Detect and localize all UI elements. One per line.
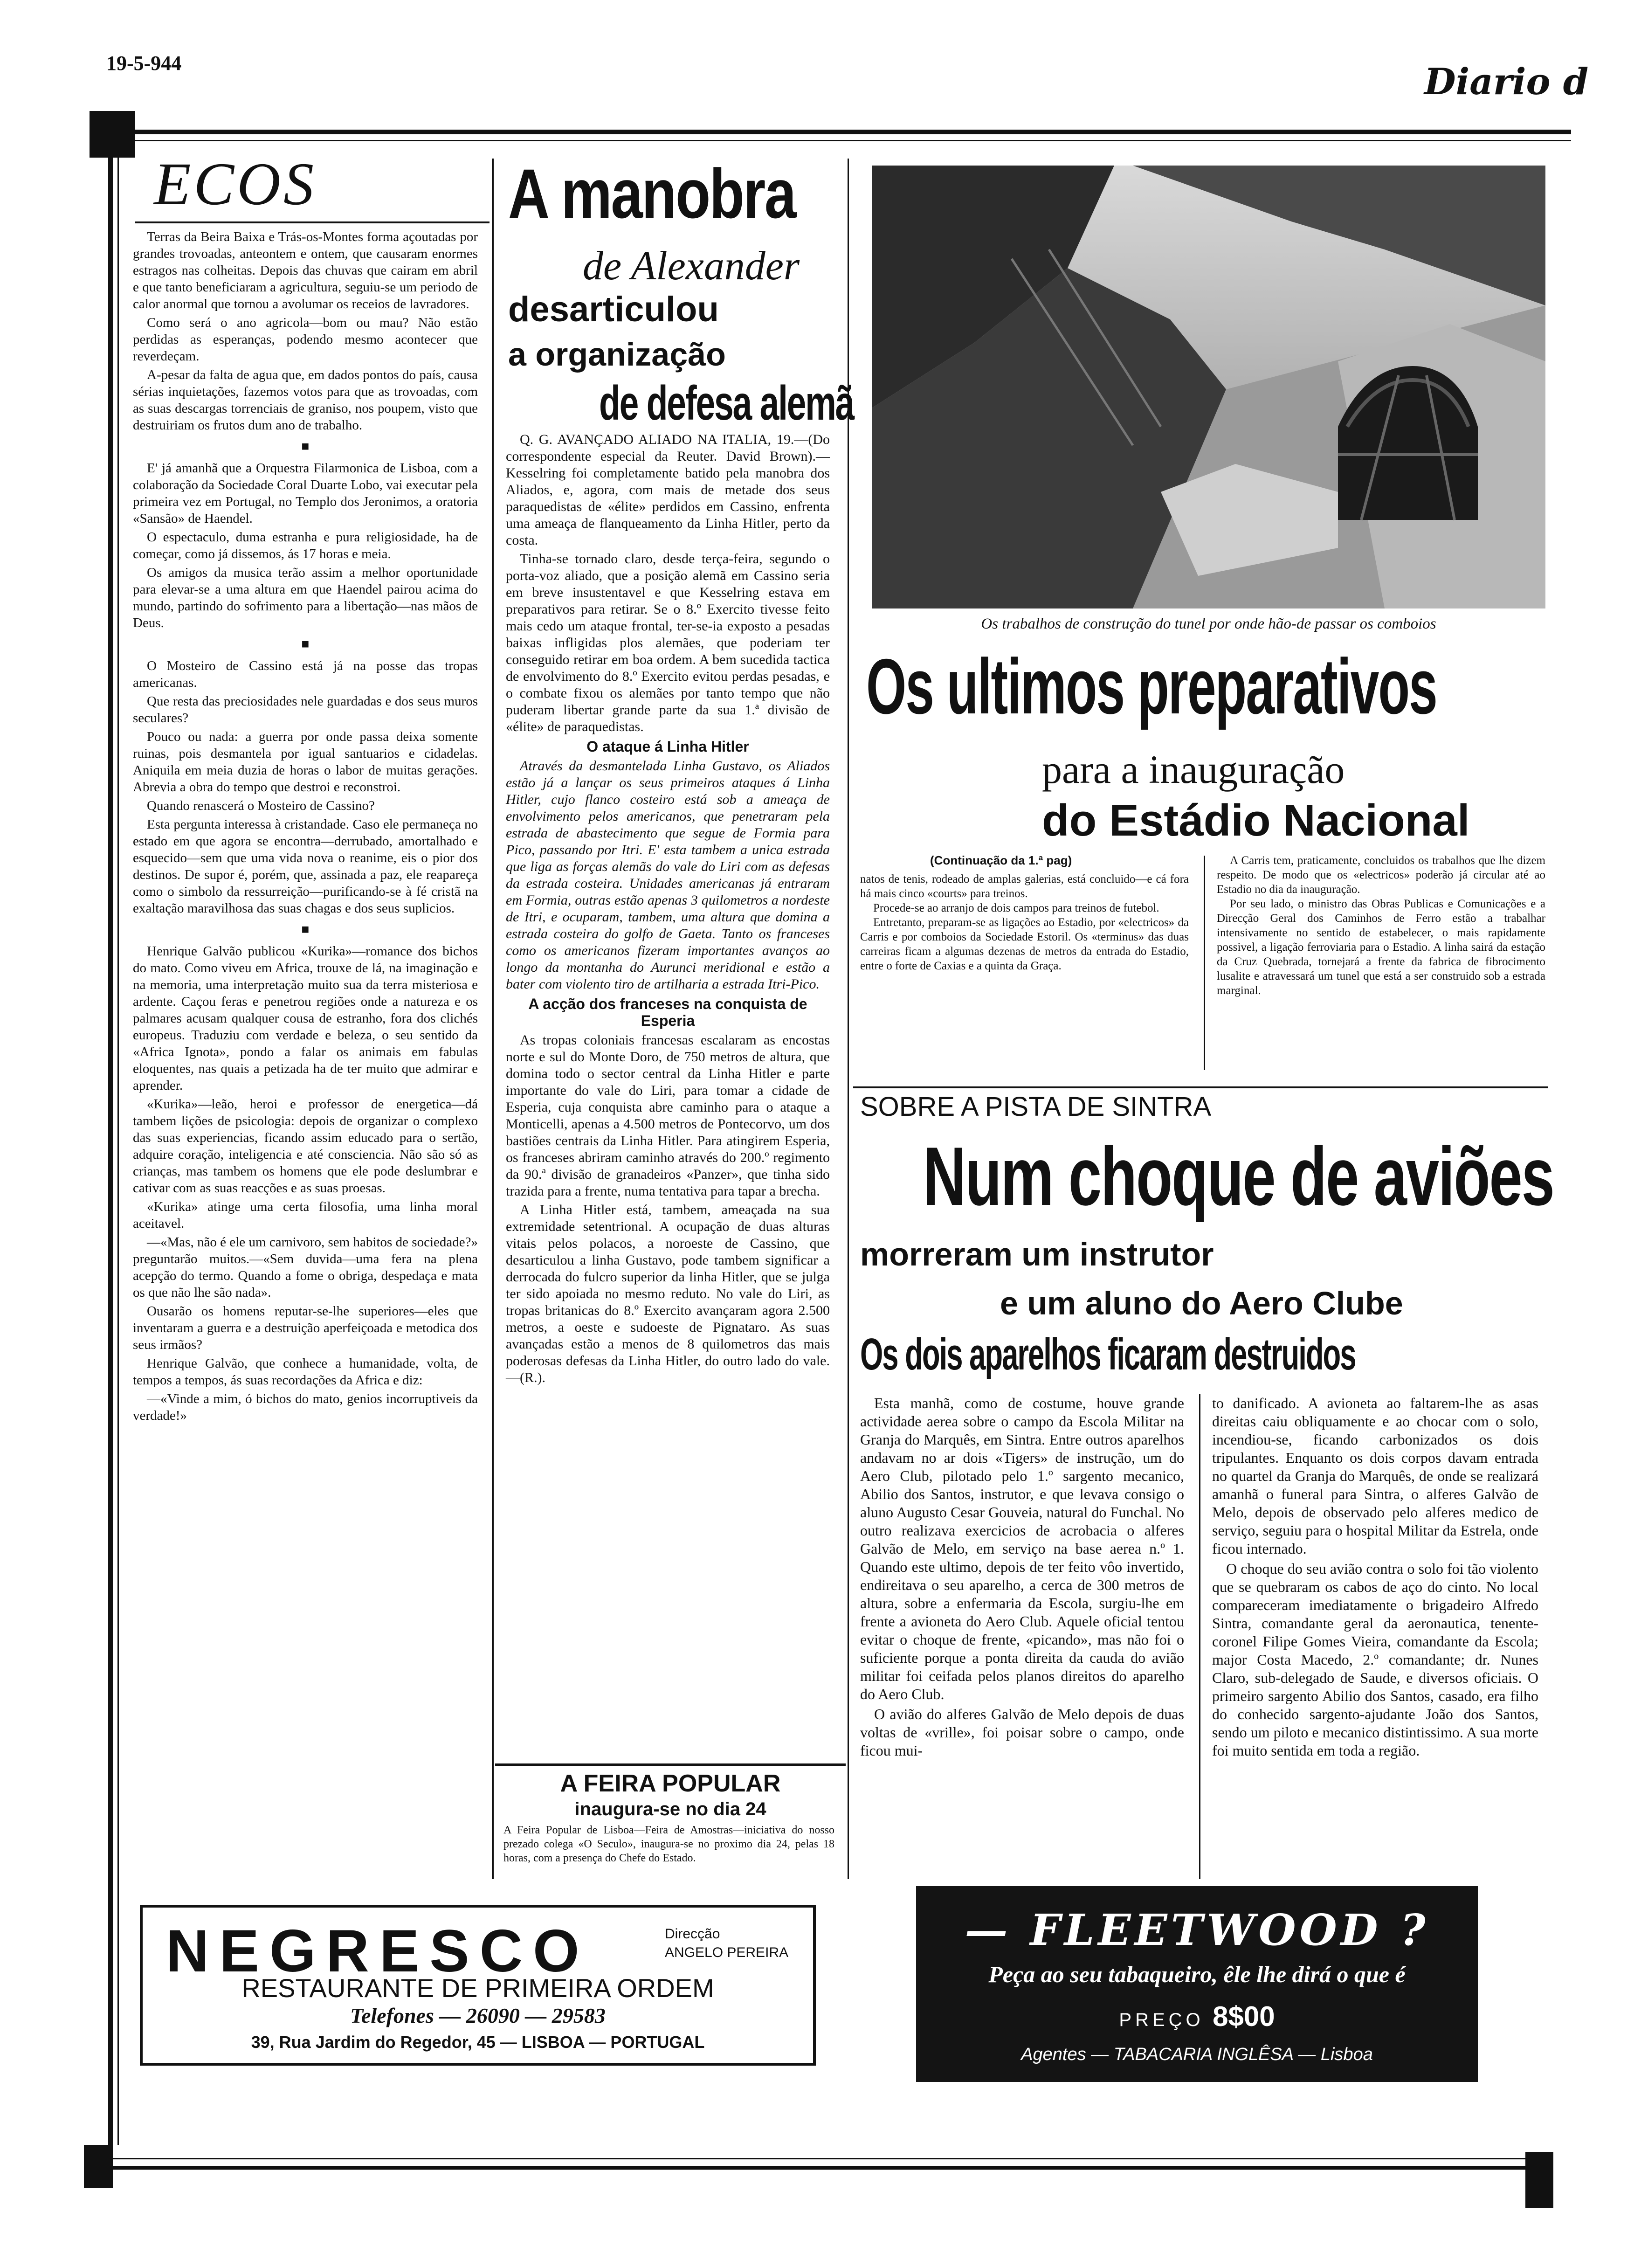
- ecos-paragraph: O espectaculo, duma estranha e pura religiosidade, ha de começar, como já dissemos, ás 17 horas e meia.: [133, 530, 478, 561]
- estadio-left-col: [860, 872, 1189, 973]
- top-rule: [135, 130, 1571, 134]
- estadio-paragraph: natos de tenis, rodeado de amplas galerias, está concluido—e cá fora há mais cinco «courts» para treinos.: [860, 873, 1189, 900]
- negresco-address: 39, Rua Jardim do Regedor, 45 — LISBOA — PORTUGAL: [251, 2033, 705, 2052]
- tunnel-photo: [872, 166, 1545, 608]
- manobra-italic-paragraph: Através da desmantelada Linha Gustavo, os Aliados estão já a lançar os seus primeiros ataques á Linha Hitler, cujo flanco costeiro está sob a ameaça de envolvimento pelos americanos, que penetraram pela estrada de abastecimento que segue de Formia para Pico, passando por Itri. E' esta tambem a unica estrada que liga as forças alemãs do vale do Liri com as defesas da estrada costeira. Unidades americanas já entraram em Formia, outras estão apenas 3 quilometros a nordeste de Itri, e ocuparam, tambem, uma altura que domina a estrada costeira do golfo de Gaeta. Tanto os franceses como os americanos fizeram importantes avanços ao longo da montanha do Aurunci meridional e estão a bater com violento tiro de artilharia a estrada Itri-Pico.: [506, 758, 830, 992]
- manobra-headline-2: de Alexander: [583, 243, 800, 289]
- fleetwood-price-label: PREÇO: [1119, 2010, 1204, 2030]
- avioes-kicker: SOBRE A PISTA DE SINTRA: [860, 1092, 1212, 1122]
- estadio-headline-1: Os ultimos preparativos: [866, 643, 1437, 730]
- estadio-paragraph: Procede-se ao arranjo de dois campos para treinos de futebol.: [873, 902, 1159, 914]
- ecos-paragraph: Que resta das preciosidades nele guardadas e dos seus muros seculares?: [133, 694, 478, 726]
- ecos-paragraph: —«Mas, não é ele um carnivoro, sem habitos de sociedade?» preguntarão muitos.—«Sem duvida—uma fera na plena acepção do termo. Quando a fome o obriga, despedaça e mata os que não lhe são nada».: [133, 1235, 478, 1300]
- ecos-paragraph: E' já amanhã que a Orquestra Filarmonica de Lisboa, com a colaboração da Sociedade Coral Duarte Lobo, vai executar pela primeira vez em Portugal, no Templo dos Jeronimos, a oratoria «Sansão» de Haendel.: [133, 461, 478, 526]
- ecos-paragraph: Pouco ou nada: a guerra por onde passa deixa somente ruinas, pois desmantela por igual santuarios e cidadelas. Aniquila em meia duzia de horas o labor de muitas gerações. Abrevia a obra do tempo que destroi e reconstroi.: [133, 729, 478, 795]
- estadio-headline-3: do Estádio Nacional: [1042, 795, 1470, 845]
- estadio-paragraph: A Carris tem, praticamente, concluidos os trabalhos que lhe dizem respeito. De modo que os «electricos» poderão já circular até ao Estadio no dia da inauguração.: [1217, 854, 1545, 896]
- avioes-headline-3: e um aluno do Aero Clube: [1000, 1285, 1403, 1321]
- corner-block-top: [90, 111, 135, 158]
- feira-text: A Feira Popular de Lisboa—Feira de Amostras—iniciativa do nosso prezado colega «O Seculo», inaugura-se no proximo dia 24, pelas 18 horas, com a presença do Chefe do Estado.: [503, 1824, 834, 1864]
- ecos-title-rule: [135, 221, 490, 223]
- tunnel-photo-image: [872, 166, 1545, 608]
- avioes-col-rule: [1199, 1394, 1200, 1879]
- ecos-paragraph: Terras da Beira Baixa e Trás-os-Montes forma açoutadas por grandes trovoadas, anteontem e ontem, que causaram enormes estragos nas colheitas. Depois das chuvas que cairam em abril e que tanto beneficiaram a agricultura, seguiu-se um periodo de calor anormal que tornou a avolumar os receios de lavradores.: [133, 229, 478, 311]
- manobra-body: [506, 431, 830, 1388]
- left-rule: [108, 158, 113, 2145]
- avioes-headline-4: Os dois aparelhos ficaram destruidos: [860, 1329, 1356, 1379]
- feira-title: A FEIRA POPULAR: [560, 1770, 781, 1797]
- estadio-headline-2: para a inauguração: [1042, 747, 1345, 792]
- fleetwood-price: [916, 2000, 1478, 2033]
- ecos-paragraph: Esta pergunta interessa à cristandade. Caso ele permaneça no estado em que agora se encontra—derrubado, amortalhado e esquecido—sem que uma vida nova o reanime, eis o pior dos destinos. De supor é, porém, que, assinada a paz, ele reapareça como o simbolo da ressurreição—purificando-se à fé cristã na exaltação maravilhosa das suas chagas e dos seus suplicios.: [133, 817, 478, 916]
- avioes-rule: [853, 1086, 1548, 1088]
- photo-caption: Os trabalhos de construção do tunel por onde hão-de passar os comboios: [981, 615, 1436, 632]
- left-rule-thin: [117, 158, 119, 2145]
- estadio-paragraph: Entretanto, preparam-se as ligações ao Estadio, por «electricos» da Carris e por comboios da Sociedade Estoril. Os «terminus» das duas carreiras ficam a algumas dezenas de metros da entrada do Estadio, entre o forte de Caxias e a quinta da Graça.: [860, 916, 1189, 972]
- avioes-left-col: [860, 1394, 1184, 1762]
- masthead: Diario d: [1424, 61, 1589, 103]
- avioes-headline-2: morreram um instrutor: [860, 1236, 1214, 1272]
- manobra-headline-3: desarticulou: [508, 290, 719, 329]
- top-rule-thin: [135, 140, 1571, 141]
- manobra-intro: Q. G. AVANÇADO ALIADO NA ITALIA, 19.—(Do correspondente especial da Reuter. David Brown).—Kesselring foi completamente batido pela manobra dos Aliados, e, agora, com mais de metade dos seus paraquedistas de «élite» perdidos em Cassino, enfrenta uma ameaça de flanqueamento da Linha Hitler, perto da costa.: [506, 432, 830, 548]
- bottom-rule-thin: [113, 2158, 1525, 2159]
- ecos-title: ECOS: [154, 151, 317, 218]
- fleetwood-price-value: 8$00: [1213, 2001, 1275, 2032]
- manobra-paragraph: A Linha Hitler está, tambem, ameaçada na sua extremidade setentrional. A ocupação de duas alturas vitais pelos polacos, a noroeste de Cassino, que desarticulou a linha Gustavo, pode tambem significar a derrocada do fulcro superior da linha Hitler, que se julga ter sido apoiada no mesmo reduto. No vale do Liri, as tropas britanicas do 8.º Exercito avançaram agora 2.500 metros, a oeste e sudoeste de Pignataro. As suas avançadas estão a menos de 8 quilometros das mais poderosas defesas da Linha Hitler, do outro lado do vale.—(R.).: [506, 1202, 830, 1385]
- avioes-paragraph: O choque do seu avião contra o solo foi tão violento que se quebraram os cabos de aço do cinto. No local compareceram imediatamente o brigadeiro Alfredo Sintra, comandante geral da aeronautica, tenente-coronel Filipe Gomes Vieira, comandante da Escola; major Costa Macedo, 2.º comandante; dr. Nunes Claro, sub-delegado de Saude, e diversos oficiais. O primeiro sargento Abilio dos Santos, casado, era filho do conhecido sargento-ajudante João dos Santos, sendo um piloto e mecanico distintissimo. A sua morte foi muito sentida em toda a região.: [1212, 1560, 1538, 1759]
- manobra-subhead: O ataque á Linha Hitler: [586, 738, 749, 755]
- negresco-tagline: RESTAURANTE DE PRIMEIRA ORDEM: [241, 1973, 714, 2003]
- avioes-paragraph: Esta manhã, como de costume, houve grande actividade aerea sobre o campo da Escola Militar na Granja do Marquês, em Sintra. Entre outros aparelhos andavam no ar dois «Tigers» de instrução, um do Aero Club, pilotado pelo 1.º sargento mecanico, Abilio dos Santos, instrutor, e que levava consigo o aluno Augusto Cesar Gouveia, natural do Funchal. No outro realizava exercicios de acrobacia o alferes Galvão de Melo, em serviço na base aerea n.º 1. Quando este ultimo, depois de ter feito vôo invertido, endireitava o seu aparelho, a cerca de 300 metros de altura, sobre a enfermaria da Escola, surgiu-lhe em frente a avioneta do Aero Club. Aquele oficial tentou evitar o choque de frente, «picando», mas não foi o suficiente porque a ponta direita da cauda do avião militar foi ceifada pelos planos direitos do aparelho do Aero Club.: [860, 1395, 1184, 1702]
- separator-icon: ■: [301, 922, 310, 937]
- negresco-direccao-name: ANGELO PEREIRA: [665, 1945, 789, 1960]
- negresco-name: NEGRESCO: [166, 1918, 590, 1984]
- manobra-paragraph: Tinha-se tornado claro, desde terça-feira, segundo o porta-voz aliado, que a posição alemã em Cassino seria em breve insustentavel e que Kesselring estava em preparativos para retirar. Se o 8.º Exercito tivesse feito mais cedo um ataque frontal, ter-se-ia exposto a pesadas baixas infligidas plos alemães, que poderiam ter conseguido retirar em boa ordem. A bem sucedida tactica de envolvimento do 8.º Exercito evitou perdas pesadas, e o combate fixou os alemães por tanto tempo que não puderam libertar grande parte da sua 1.ª divisão de «élite» de paraquedistas.: [506, 551, 830, 734]
- ecos-paragraph: «Kurika»—leão, heroi e professor de energetica—dá tambem lições de psicologia: depois de organizar o complexo das suas experiencias, ficando assim educado para o sertão, adquire coração, inteligencia e até consciencia. Não são só as crianças, mas tambem os homens que ele pode deslumbrar e cativar com as suas reacções e as suas proesas.: [133, 1097, 478, 1196]
- ecos-paragraph: Henrique Galvão, que conhece a humanidade, volta, de tempos a tempos, ás suas recordações da Africa e diz:: [133, 1356, 478, 1388]
- ecos-paragraph: Os amigos da musica terão assim a melhor oportunidade para elevar-se a uma altura em que Haendel pairou acima do mundo, partindo do sofrimento para a libertação—nas mãos de Deus.: [133, 565, 478, 630]
- page-date: 19-5-944: [106, 52, 182, 75]
- fleetwood-tagline: Peça ao seu tabaqueiro, êle lhe dirá o que é: [988, 1961, 1406, 1987]
- avioes-paragraph: O avião do alferes Galvão de Melo depois de duas voltas de «vrille», foi poisar sobre o campo, onde ficou mui-: [860, 1706, 1184, 1759]
- ecos-body: [133, 228, 478, 1426]
- fleetwood-agents: Agentes — TABACARIA INGLÊSA — Lisboa: [1021, 2045, 1373, 2064]
- manobra-headline-4: a organização: [508, 336, 726, 373]
- fleetwood-brand: — FLEETWOOD ?: [965, 1905, 1429, 1955]
- ecos-paragraph: Henrique Galvão publicou «Kurika»—romance dos bichos do mato. Como viveu em Africa, trouxe de lá, na imaginação e na memoria, uma interpretação muito sua da terra misteriosa e ardente. Caçou feras e penetrou regiões onde a natureza e os palmares acusam qualquer cousa de estranho, fora dos clichés europeus. Traduziu com verdade e beleza, o seu sentido da «Africa Ignota», pondo a falar os animais em fabulas eloquentes, nas quais a petizada ha de ter muito que admirar e aprender.: [133, 944, 478, 1093]
- fleetwood-ad: [916, 1886, 1478, 2082]
- ecos-paragraph: O Mosteiro de Cassino está já na posse das tropas americanas.: [133, 658, 478, 690]
- avioes-headline-1: Num choque de aviões: [923, 1130, 1554, 1223]
- ecos-paragraph: Como será o ano agricola—bom ou mau? Não estão perdidas as esperanças, podendo mesmo acontecer que reverdeçam.: [133, 315, 478, 364]
- estadio-paragraph: Por seu lado, o ministro das Obras Publicas e Comunicações e a Direcção Geral dos Caminhos de Ferro estão a trabalhar intensivamente no sentido de estabelecer, o mais rapidamente possivel, a ligação ferroviaria para o Estadio. A linha sairá da estação da Cruz Quebrada, tornejará a frente da fabrica de fibrocimento lusalite e atravessará um tunel que está a ser construido sob a estrada marginal.: [1217, 898, 1545, 997]
- avioes-right-col: [1212, 1394, 1538, 1762]
- ecos-paragraph: A-pesar da falta de agua que, em dados pontos do país, causa sérias inquietações, fazemos votos para que as trovoadas, com as suas descargas torrenciais de graniso, nos poupem, visto que destruiriam os frutos dum ano de trabalho.: [133, 367, 478, 433]
- corner-block-right: [1525, 2152, 1553, 2208]
- manobra-paragraph: As tropas coloniais francesas escalaram as encostas norte e sul do Monte Doro, de 750 metros de altura, que domina todo o sector central da Linha Hitler e parte importante do vale do Liri, para tomar a cidade de Esperia, cuja conquista abre caminho para o ataque a Monticelli, apenas a 4.500 metros de Pontecorvo, um dos bastiões centrais da Linha Hitler. Para atingirem Esperia, os franceses abriram caminho através do 200.º regimento da 90.ª divisão de granadeiros «Panzer», que tinha sido trazida para a frente, numa tentativa para tapar a brecha.: [506, 1032, 830, 1199]
- ecos-paragraph: Ousarão os homens reputar-se-lhe superiores—eles que inventaram a guerra e a destruição aperfeiçoada e metodica dos seus irmãos?: [133, 1304, 478, 1352]
- manobra-headline-5: de defesa alemã: [599, 376, 854, 430]
- estadio-right-col: [1217, 853, 1545, 998]
- feira-rule: [495, 1763, 846, 1766]
- feira-subtitle: inaugura-se no dia 24: [574, 1799, 766, 1819]
- manobra-subhead: A acção dos franceses na conquista de Esperia: [528, 996, 807, 1029]
- negresco-direccao-label: Direcção: [665, 1926, 720, 1942]
- column-rule-1: [492, 159, 494, 1879]
- estadio-col-rule: [1204, 856, 1205, 1070]
- ecos-paragraph: «Kurika» atinge uma certa filosofia, uma linha moral aceitavel.: [133, 1199, 478, 1231]
- estadio-continuation: (Continuação da 1.ª pag): [930, 853, 1072, 867]
- negresco-ad: [140, 1905, 816, 2066]
- manobra-headline-1: A manobra: [508, 154, 795, 233]
- ecos-paragraph: Quando renascerá o Mosteiro de Cassino?: [147, 798, 375, 813]
- negresco-phones: Telefones — 26090 — 29583: [350, 2004, 606, 2027]
- corner-block-bottom: [84, 2145, 113, 2188]
- ecos-paragraph: —«Vinde a mim, ó bichos do mato, genios incorruptiveis da verdade!»: [133, 1391, 478, 1423]
- separator-icon: ■: [301, 439, 310, 454]
- separator-icon: ■: [301, 637, 310, 651]
- bottom-rule: [113, 2166, 1525, 2170]
- avioes-paragraph: to danificado. A avioneta ao faltarem-lhe as asas direitas caiu obliquamente e ao chocar com o solo, incendiou-se, ficando carbonizados os dois tripulantes. Enquanto os dois corpos davam entrada no quartel da Granja do Marquês, de onde se realizará amanhã o funeral para Sintra, o alferes Galvão de Melo, depois de observado pelo alferes medico de serviço, seguiu para o hospital Militar da Estrela, onde ficou internado.: [1212, 1395, 1538, 1557]
